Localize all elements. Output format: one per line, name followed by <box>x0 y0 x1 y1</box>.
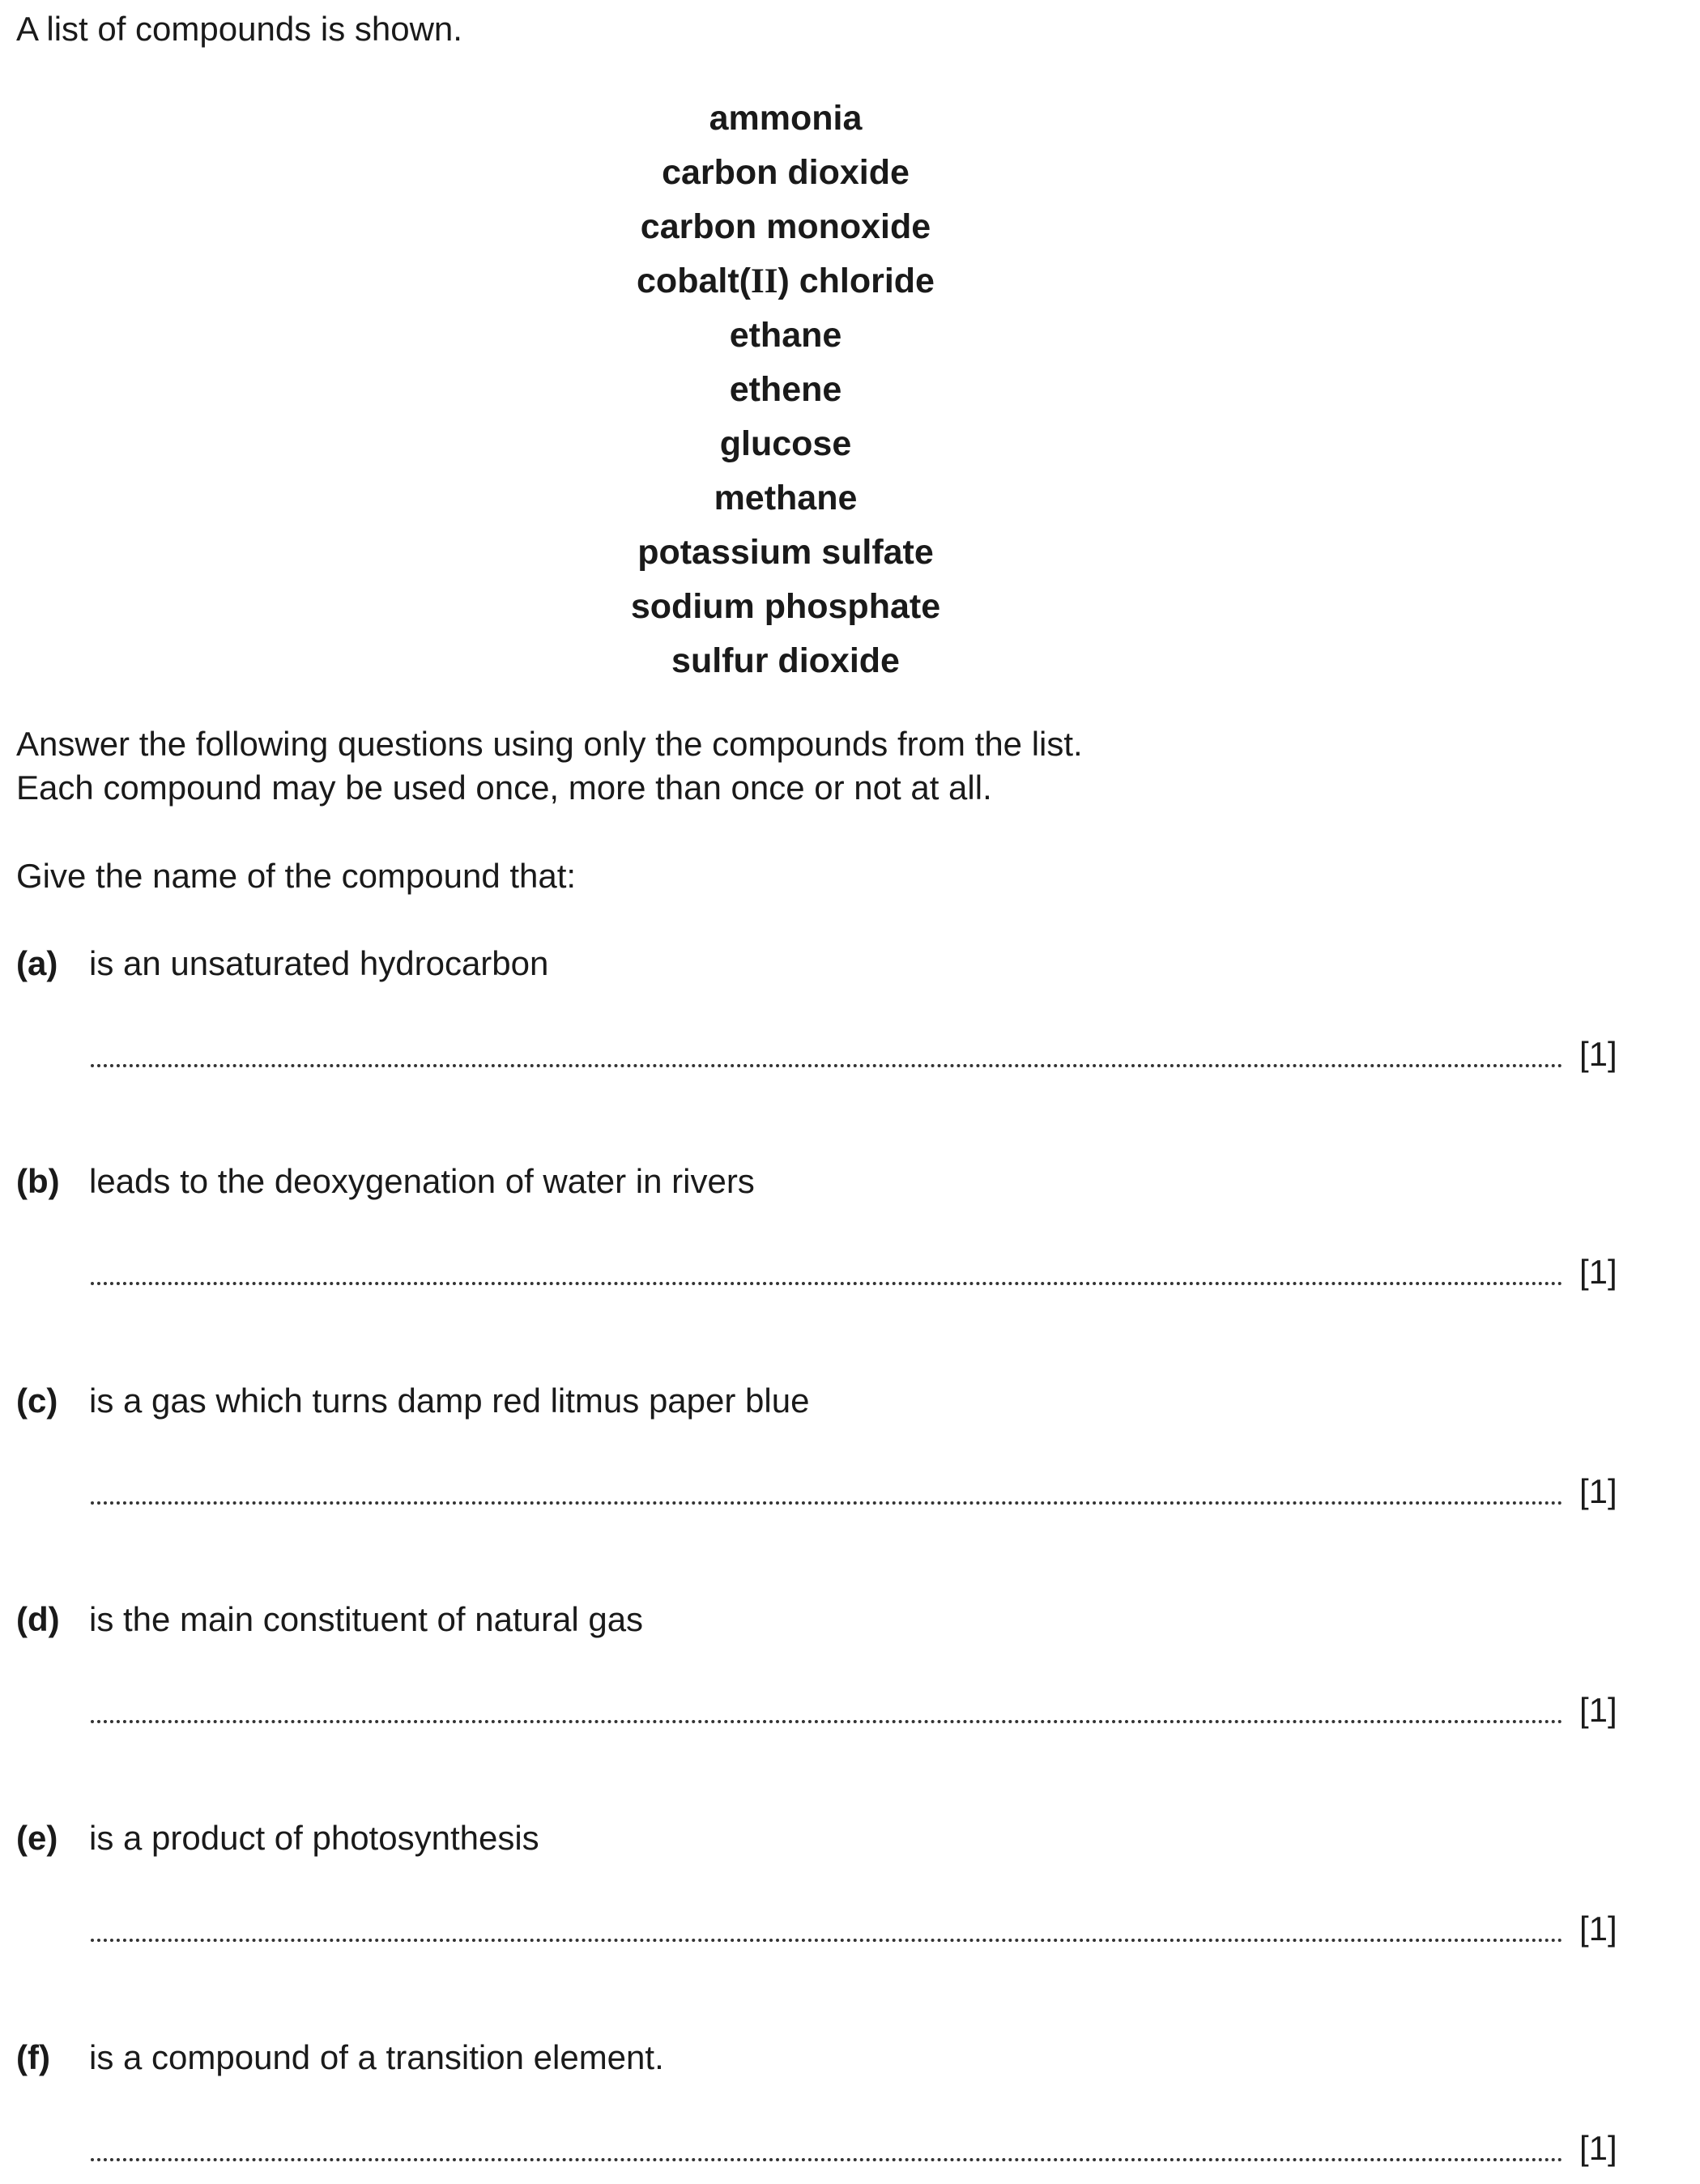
compound-list <box>0 92 1571 688</box>
answer-field-f[interactable] <box>91 2122 1563 2160</box>
compound-item: carbon dioxide <box>662 153 910 192</box>
compound-part: ) chloride <box>778 262 935 300</box>
question-text: is a gas which turns damp red litmus paper blue <box>89 1381 810 1420</box>
question-label: (f) <box>16 2038 50 2076</box>
question-label: (b) <box>16 1162 60 1200</box>
compound-item: glucose <box>719 424 852 463</box>
marks-label: [1] <box>1579 1472 1617 1510</box>
question-text: leads to the deoxygenation of water in rivers <box>89 1162 755 1200</box>
question-text: is an unsaturated hydrocarbon <box>89 944 549 982</box>
question-b <box>16 1159 1628 1321</box>
compound-item: methane <box>714 479 858 517</box>
answer-field-d[interactable] <box>91 1684 1563 1722</box>
question-label: (d) <box>16 1600 60 1638</box>
question-label: (e) <box>16 1819 58 1857</box>
answer-field-a[interactable] <box>91 1028 1563 1066</box>
marks-label: [1] <box>1579 1691 1617 1729</box>
question-a <box>16 941 1628 1103</box>
oxidation-state-numeral: II <box>750 262 778 300</box>
question-text: is the main constituent of natural gas <box>89 1600 644 1638</box>
marks-label: [1] <box>1579 1035 1617 1073</box>
question-label: (c) <box>16 1381 58 1420</box>
marks-label: [1] <box>1579 2129 1617 2167</box>
answer-field-e[interactable] <box>91 1903 1563 1940</box>
instruction-line: Answer the following questions using only the compounds from the list. <box>16 725 1083 763</box>
compound-item: ammonia <box>709 99 863 138</box>
question-c <box>16 1378 1628 1540</box>
question-label: (a) <box>16 944 58 982</box>
question-text: is a product of photosynthesis <box>89 1819 539 1857</box>
marks-label: [1] <box>1579 1909 1617 1948</box>
compound-item: sodium phosphate <box>630 587 941 626</box>
question-text: is a compound of a transition element. <box>89 2038 664 2076</box>
instruction-line: Each compound may be used once, more than once or not at all. <box>16 768 992 807</box>
question-f <box>16 2035 1628 2181</box>
compound-item: potassium sulfate <box>637 533 934 572</box>
compound-item: ethane <box>729 316 842 355</box>
compound-item <box>0 254 1571 309</box>
instructions <box>16 722 1083 810</box>
answer-field-b[interactable] <box>91 1246 1563 1284</box>
compound-item: ethene <box>729 370 842 409</box>
intro-text: A list of compounds is shown. <box>16 10 462 48</box>
question-d <box>16 1597 1628 1759</box>
compound-part: cobalt( <box>637 262 751 300</box>
answer-field-c[interactable] <box>91 1466 1563 1503</box>
marks-label: [1] <box>1579 1253 1617 1291</box>
compound-item: sulfur dioxide <box>671 641 900 680</box>
question-e <box>16 1816 1628 1978</box>
question-prompt: Give the name of the compound that: <box>16 857 577 895</box>
compound-item: carbon monoxide <box>640 207 931 246</box>
